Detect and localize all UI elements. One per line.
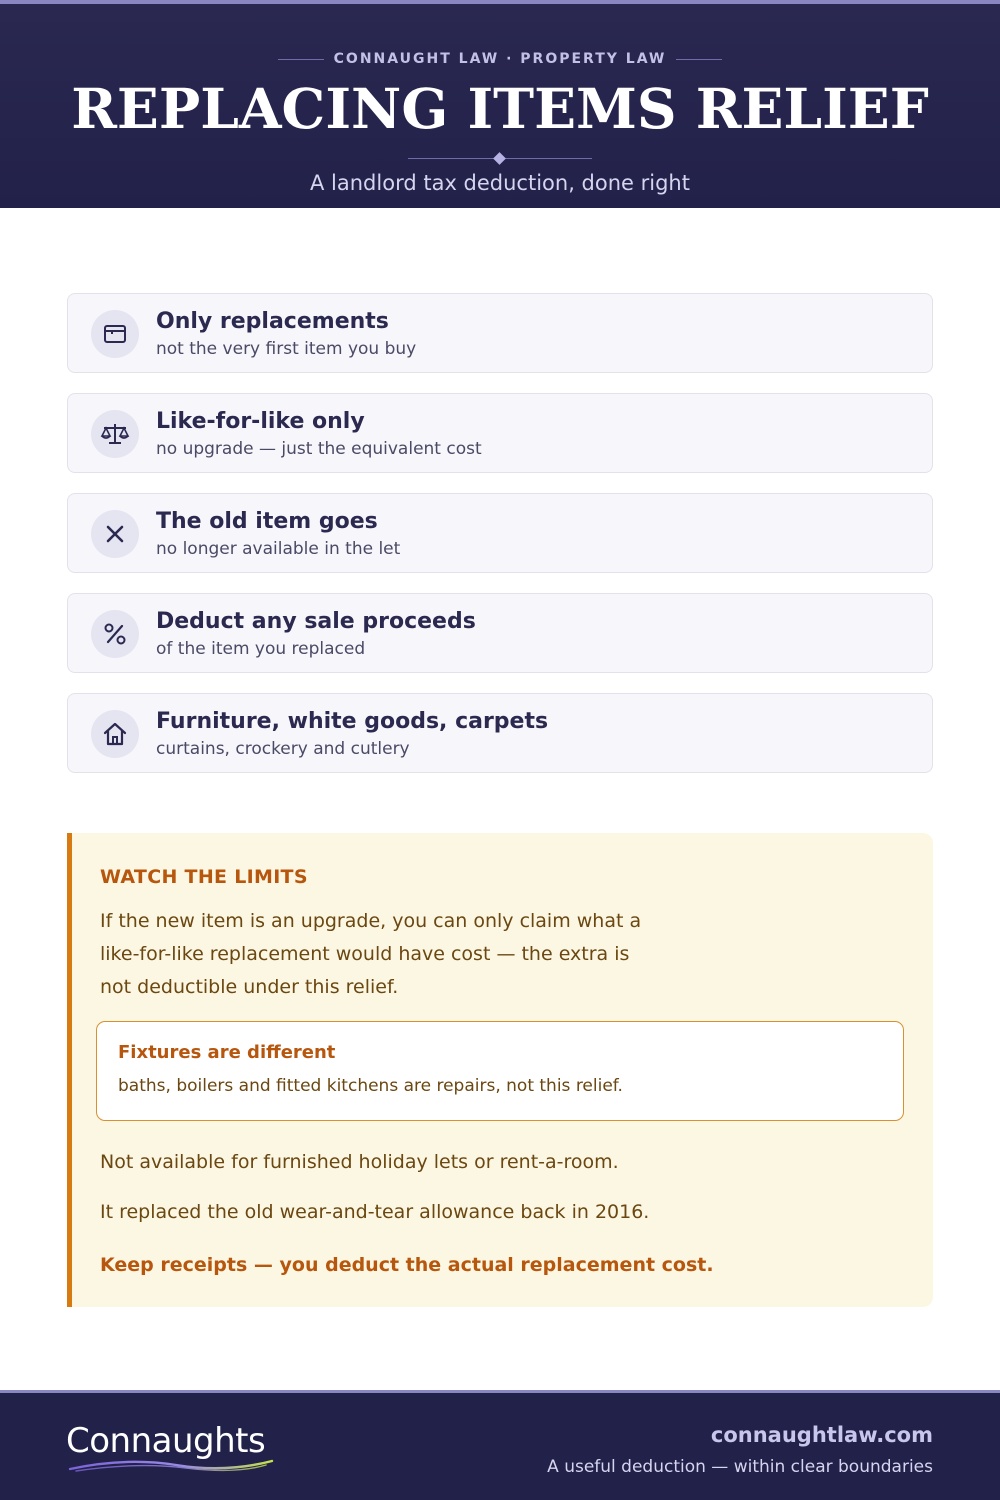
logo-swoosh-icon	[66, 1457, 276, 1473]
watch-limits-panel	[67, 833, 933, 1307]
watch-heading: WATCH THE LIMITS	[100, 866, 308, 888]
kicker-row	[0, 48, 1000, 72]
rule-card	[67, 493, 933, 573]
kicker-divider-right	[676, 59, 722, 60]
title-divider	[408, 152, 592, 166]
rule-card	[67, 593, 933, 673]
rule-subtitle: curtains, crockery and cutlery	[156, 739, 410, 759]
rule-card	[67, 293, 933, 373]
fixtures-body: baths, boilers and fitted kitchens are repairs, not this relief.	[118, 1076, 623, 1096]
close-icon	[91, 510, 139, 558]
fixtures-heading: Fixtures are different	[118, 1042, 336, 1063]
box-icon	[91, 310, 139, 358]
footer-tagline: A useful deduction — within clear boundaries	[547, 1457, 933, 1477]
rule-title: Deduct any sale proceeds	[156, 609, 476, 634]
scales-icon	[91, 410, 139, 458]
keep-receipts-note: Keep receipts — you deduct the actual replacement cost.	[100, 1254, 714, 1276]
page-title: REPLACING ITEMS RELIEF	[71, 76, 929, 141]
rules-list	[67, 293, 933, 793]
fixtures-callout	[96, 1021, 904, 1121]
rule-subtitle: of the item you replaced	[156, 639, 366, 659]
rule-subtitle: no longer available in the let	[156, 539, 401, 559]
note-holiday-lets: Not available for furnished holiday lets or rent-a-room.	[100, 1151, 619, 1173]
diamond-icon	[493, 152, 506, 165]
rule-title: Furniture, white goods, carpets	[156, 709, 549, 734]
rule-subtitle: no upgrade — just the equivalent cost	[156, 439, 482, 459]
percent-icon	[91, 610, 139, 658]
rule-title: Like-for-like only	[156, 409, 365, 434]
watch-body: If the new item is an upgrade, you can only claim what a like-for-like replacement would have cost — the extra is not deductible under this relief.	[100, 910, 642, 998]
logo: Connaughts	[66, 1421, 266, 1461]
rule-card	[67, 693, 933, 773]
rule-card	[67, 393, 933, 473]
note-wear-and-tear: It replaced the old wear-and-tear allowance back in 2016.	[100, 1201, 650, 1223]
rule-title: The old item goes	[156, 509, 378, 534]
header	[0, 0, 1000, 208]
rule-title: Only replacements	[156, 309, 389, 334]
rule-subtitle: not the very first item you buy	[156, 339, 417, 359]
kicker: CONNAUGHT LAW · PROPERTY LAW	[333, 51, 667, 67]
website-link[interactable]: connaughtlaw.com	[710, 1423, 933, 1447]
page-subtitle: A landlord tax deduction, done right	[310, 171, 690, 195]
home-icon	[91, 710, 139, 758]
footer	[0, 1390, 1000, 1500]
